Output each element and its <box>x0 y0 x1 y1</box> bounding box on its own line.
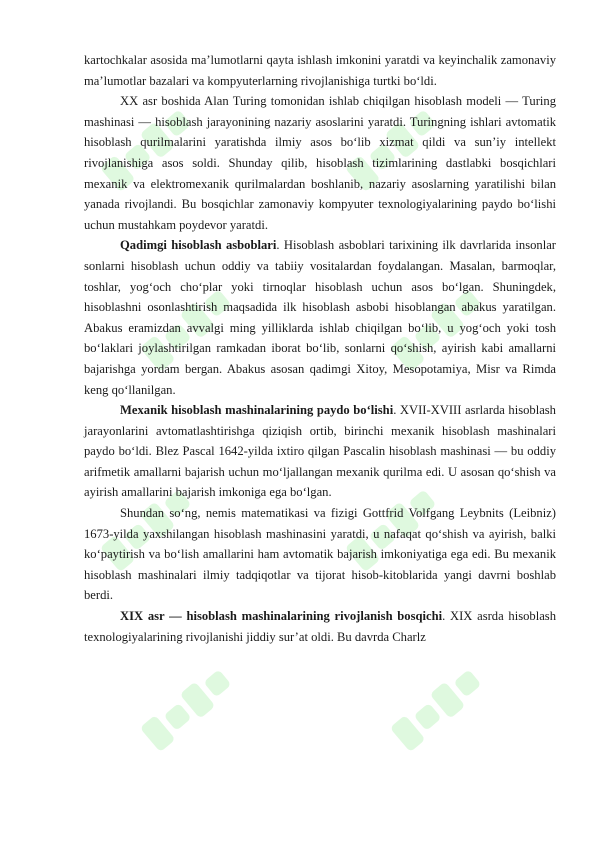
watermark-mark <box>390 665 486 753</box>
paragraph-4-text: . XVII-XVIII asrlarda hisoblash jarayonlarini avtomatlashtirishga qiziqish ortib, birinchi mexanik hisoblash mashinalari paydo bo‘ldi. Blez Pascal 1642-yilda ixtiro qilgan Pascalin hisoblash mashinasi — bu oddiy arifmetik amallarni bajarish uchun mo‘ljallangan mexanik qurilma edi. U asosan qo‘shish va ayirish amallarini bajarish imkoniga ega bo‘lgan. <box>84 403 556 500</box>
paragraph-3-heading: Qadimgi hisoblash asboblari <box>120 238 277 253</box>
paragraph-6-text: . XIX asrda hisoblash texnologiyalarining rivojlanishi jiddiy sur’at oldi. Bu davrda Charlz <box>84 609 556 644</box>
paragraph-6 <box>84 606 556 647</box>
paragraph-5 <box>84 503 556 606</box>
watermark-mark <box>140 665 236 753</box>
document-body <box>84 50 556 647</box>
paragraph-2 <box>84 91 556 235</box>
paragraph-5-text: Shundan so‘ng, nemis matematikasi va fizigi Gottfrid Volfgang Leybnits (Leibniz) 1673-yilda yaxshilangan hisoblash mashinasini yaratdi, u nafaqat qo‘shish va ayirish, balki ko‘paytirish va bo‘lish amallarini ham avtomatik bajarish imkoniyatiga ega edi. Bu mexanik hisoblash mashinalari ilmiy tadqiqotlar va tijorat hisob-kitoblarida yangi davrni boshlab berdi. <box>84 506 556 603</box>
paragraph-6-heading: XIX asr — hisoblash mashinalarining rivojlanish bosqichi <box>120 609 443 624</box>
paragraph-4 <box>84 400 556 503</box>
paragraph-3 <box>84 235 556 400</box>
paragraph-1-text: kartochkalar asosida ma’lumotlarni qayta ishlash imkonini yaratdi va keyinchalik zamonaviy ma’lumotlar bazalari va kompyuterlarning rivojlanishiga turtki bo‘ldi. <box>84 53 556 88</box>
paragraph-2-text: XX asr boshida Alan Turing tomonidan ishlab chiqilgan hisoblash modeli — Turing mashinasi — hisoblash jarayonining nazariy asoslarini yaratdi. Turingning ishlari avtomatik hisoblash qurilmalarini yaratishda ilmiy asos bo‘lib xizmat qildi va sun’iy intellekt rivojlanishiga asos soldi. Shunday qilib, hisoblash tizimlarining dastlabki bosqichlari mexanik va elektromexanik qurilmalardan boshlanib, nazariy asoslarning yaratilishi bilan yanada rivojlandi. Bu bosqichlar zamonaviy kompyuter texnologiyalarining paydo bo‘lishi uchun mustahkam poydevor yaratdi. <box>84 94 556 232</box>
paragraph-1 <box>84 50 556 91</box>
paragraph-3-text: . Hisoblash asboblari tarixining ilk davrlarida insonlar sonlarni hisoblash uchun oddiy va tabiiy vositalardan foydalangan. Masalan, barmoqlar, toshlar, yog‘och cho‘plar yoki tirnoqlar hisoblash uchun asos bo‘lgan. Shuningdek, hisoblashni osonlashtirish maqsadida ilk hisoblash asbobi hisoblangan abakus yaratilgan. Abakus eramizdan avvalgi ming yilliklarda ishlab chiqilgan bo‘lib, u yog‘och yoki tosh bo‘laklari joylashtirilgan ramkadan iborat bo‘lib, sonlarni qo‘shish, ayirish kabi amallarni bajarishga yordam bergan. Abakus asosan qadimgi Xitoy, Mesopotamiya, Misr va Rimda keng qo‘llanilgan. <box>84 238 556 397</box>
paragraph-4-heading: Mexanik hisoblash mashinalarining paydo bo‘lishi <box>120 403 394 418</box>
